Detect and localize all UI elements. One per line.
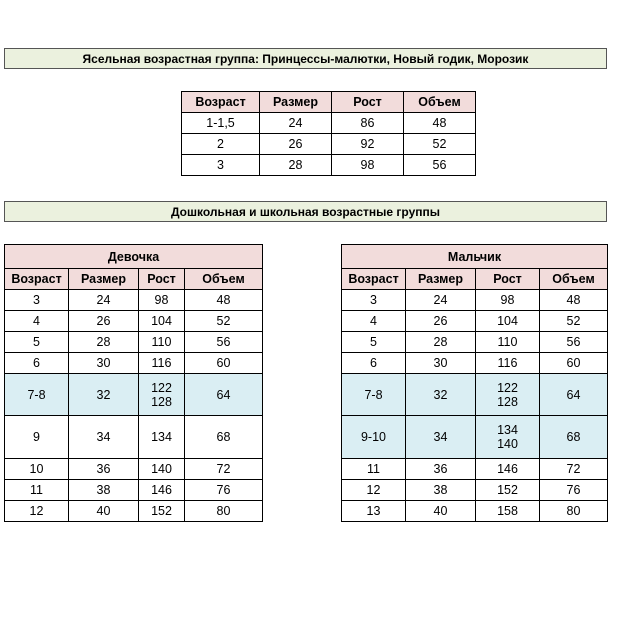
cell-height: 98 [139, 290, 185, 311]
table-row [5, 480, 263, 501]
cell-volume: 56 [540, 332, 608, 353]
cell-height-range [476, 374, 540, 416]
cell-size: 24 [69, 290, 139, 311]
cell-volume: 80 [540, 501, 608, 522]
cell-volume: 48 [404, 113, 476, 134]
cell-height: 140 [139, 459, 185, 480]
cell-volume: 52 [540, 311, 608, 332]
cell-size: 28 [69, 332, 139, 353]
cell-age: 7-8 [5, 374, 69, 416]
height-max: 140 [497, 437, 518, 451]
cell-size: 34 [69, 416, 139, 459]
cell-volume: 52 [185, 311, 263, 332]
cell-height: 116 [476, 353, 540, 374]
col-volume: Объем [540, 269, 608, 290]
cell-volume: 60 [540, 353, 608, 374]
cell-height: 158 [476, 501, 540, 522]
table-row [342, 332, 608, 353]
boy-group-label: Мальчик [342, 245, 608, 269]
cell-volume: 80 [185, 501, 263, 522]
table-row [342, 480, 608, 501]
table-row [5, 353, 263, 374]
cell-volume: 48 [185, 290, 263, 311]
cell-height: 110 [139, 332, 185, 353]
col-height: Рост [476, 269, 540, 290]
cell-size: 36 [406, 459, 476, 480]
cell-volume: 72 [185, 459, 263, 480]
table-row [5, 290, 263, 311]
boy-size-table [341, 244, 608, 522]
cell-size: 38 [69, 480, 139, 501]
cell-size: 24 [260, 113, 332, 134]
cell-height: 98 [332, 155, 404, 176]
table-row [342, 501, 608, 522]
table-row [342, 290, 608, 311]
table-row [5, 501, 263, 522]
cell-size: 24 [406, 290, 476, 311]
table-row [182, 134, 476, 155]
col-age: Возраст [5, 269, 69, 290]
cell-height: 134 [139, 416, 185, 459]
cell-height-range [476, 416, 540, 459]
cell-height: 86 [332, 113, 404, 134]
cell-volume: 68 [185, 416, 263, 459]
cell-volume: 72 [540, 459, 608, 480]
cell-age: 11 [342, 459, 406, 480]
table-row [342, 311, 608, 332]
cell-age: 9-10 [342, 416, 406, 459]
girl-group-label: Девочка [5, 245, 263, 269]
cell-volume: 64 [540, 374, 608, 416]
height-max: 128 [497, 394, 518, 409]
cell-age: 6 [5, 353, 69, 374]
cell-height-range [139, 374, 185, 416]
col-age: Возраст [182, 92, 260, 113]
cell-volume: 76 [185, 480, 263, 501]
cell-age: 13 [342, 501, 406, 522]
cell-size: 32 [69, 374, 139, 416]
cell-height: 116 [139, 353, 185, 374]
col-age: Возраст [342, 269, 406, 290]
table-row [182, 113, 476, 134]
cell-volume: 68 [540, 416, 608, 459]
cell-size: 26 [260, 134, 332, 155]
cell-height: 104 [476, 311, 540, 332]
cell-age: 10 [5, 459, 69, 480]
cell-size: 26 [69, 311, 139, 332]
cell-size: 28 [406, 332, 476, 353]
cell-height: 146 [139, 480, 185, 501]
col-height: Рост [139, 269, 185, 290]
col-size: Размер [260, 92, 332, 113]
cell-age: 12 [342, 480, 406, 501]
cell-age: 4 [342, 311, 406, 332]
cell-age: 12 [5, 501, 69, 522]
table-header-row [182, 92, 476, 113]
height-min: 122 [497, 380, 518, 395]
nursery-size-table [181, 91, 476, 176]
table-row [342, 459, 608, 480]
girl-size-table [4, 244, 263, 522]
col-size: Размер [69, 269, 139, 290]
school-group-banner [4, 201, 607, 222]
cell-size: 38 [406, 480, 476, 501]
table-header-row [5, 269, 263, 290]
cell-height: 152 [139, 501, 185, 522]
cell-height: 146 [476, 459, 540, 480]
cell-size: 28 [260, 155, 332, 176]
school-group-title: Дошкольная и школьная возрастные группы [170, 204, 440, 219]
cell-volume: 56 [404, 155, 476, 176]
cell-height: 92 [332, 134, 404, 155]
cell-size: 30 [69, 353, 139, 374]
cell-age: 5 [5, 332, 69, 353]
cell-volume: 76 [540, 480, 608, 501]
cell-height: 98 [476, 290, 540, 311]
cell-age: 2 [182, 134, 260, 155]
cell-age: 7-8 [342, 374, 406, 416]
col-volume: Объем [404, 92, 476, 113]
cell-age: 6 [342, 353, 406, 374]
cell-volume: 60 [185, 353, 263, 374]
table-row [5, 332, 263, 353]
cell-age: 3 [342, 290, 406, 311]
cell-height: 110 [476, 332, 540, 353]
cell-height: 152 [476, 480, 540, 501]
cell-size: 26 [406, 311, 476, 332]
cell-size: 36 [69, 459, 139, 480]
nursery-group-title: Ясельная возрастная группа: Принцессы-малютки, Новый годик, Морозик [82, 51, 529, 66]
cell-age: 11 [5, 480, 69, 501]
nursery-group-banner [4, 48, 607, 69]
table-row [5, 459, 263, 480]
cell-age: 3 [5, 290, 69, 311]
cell-age: 1-1,5 [182, 113, 260, 134]
height-min: 134 [497, 423, 518, 437]
cell-size: 30 [406, 353, 476, 374]
cell-volume: 48 [540, 290, 608, 311]
cell-age: 3 [182, 155, 260, 176]
cell-size: 32 [406, 374, 476, 416]
col-height: Рост [332, 92, 404, 113]
height-min: 122 [151, 380, 172, 395]
cell-age: 4 [5, 311, 69, 332]
cell-volume: 64 [185, 374, 263, 416]
height-max: 128 [151, 394, 172, 409]
table-row [342, 416, 608, 459]
col-size: Размер [406, 269, 476, 290]
table-header-row [342, 269, 608, 290]
table-row [5, 416, 263, 459]
cell-height: 104 [139, 311, 185, 332]
cell-age: 9 [5, 416, 69, 459]
table-row [5, 374, 263, 416]
cell-size: 34 [406, 416, 476, 459]
table-row [182, 155, 476, 176]
cell-volume: 56 [185, 332, 263, 353]
col-volume: Объем [185, 269, 263, 290]
cell-age: 5 [342, 332, 406, 353]
cell-size: 40 [406, 501, 476, 522]
cell-size: 40 [69, 501, 139, 522]
table-row [5, 311, 263, 332]
cell-volume: 52 [404, 134, 476, 155]
table-row [342, 374, 608, 416]
table-row [342, 353, 608, 374]
